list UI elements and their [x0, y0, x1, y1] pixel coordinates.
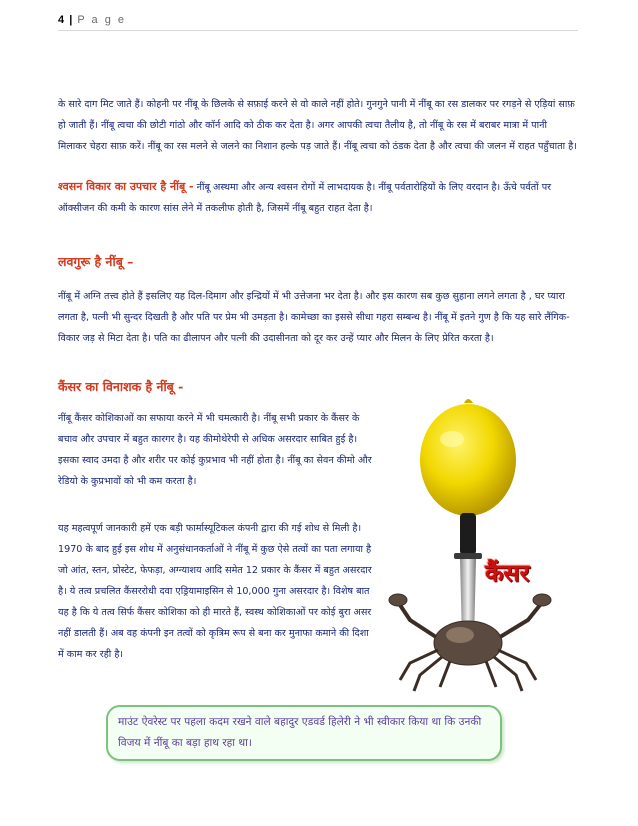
cancer-image-label: कैंसर [485, 558, 530, 587]
page-word: P a g e [77, 14, 126, 26]
callout-text: माउंट ऐवरेस्ट पर पहला कदम रखने वाले बहादुर एडवर्ड हिलेरी ने भी स्वीकार किया था कि उनकी विजय में नींबू का बड़ा हाथ रहा था। [118, 716, 482, 749]
love-guru-paragraph: नींबू में अग्नि तत्त्व होते हैं इसलिए यह दिल-दिमाग और इन्द्रियों में भी उत्तेजना भर देता है। और इस कारण सब कुछ सुहाना लगने लगता है , घर प्यारा लगता है, पत्नी भी सुन्दर दिखती है और पति पर प्रेम भी उमड़ता है। कामेच्छा का इससे सीधा गहरा सम्बन्ध है। नींबू में इतने गुण है कि यह सारे लैंगिक-विकार जड़ से मिटा देता है। पति का ढीलापन और पत्नी की उदासीनता को दूर कर उन्हें प्यार और मिलन के लिए प्रेरित करता है। [58, 291, 570, 344]
header-separator: | [69, 14, 73, 26]
lemon-knife-crab-illustration [380, 395, 600, 695]
cancer-paragraph-2: यह महत्वपूर्ण जानकारी हमें एक बड़ी फार्मास्यूटिकल कंपनी द्वारा की गई शोध से मिली है। 1970 के बाद हुई इस शोध में अनुसंधानकर्ताओं ने नींबू में कुछ ऐसे तत्वों का पता लगाया है जो आंत, स्तन, प्रोस्टेट, फेफड़ा, अग्न्याशय आदि समेत 12 प्रकार के कैंसर में बहुत असरदार है। ये तत्व प्रचलित कैंसररोधी दवा एड्रियामाइसिन से 10,000 गुना असरदार है। विशेष बात यह है कि ये तत्व सिर्फ कैंसर कोशिका को ही मारते हैं, स्वस्थ कोशिकाओं पर कोई बुरा असर नहीं डालती हैं। अब वह कंपनी इन तत्वों को कृत्रिम रूप से बना कर मुनाफा कमाने की दिशा में काम कर रही है। [58, 523, 372, 660]
page-header [58, 14, 578, 31]
intro-paragraph: के सारे दाग मिट जाते हैं। कोहनी पर नींबू के छिलके से सफ़ाई करने से वो काले नहीं होते। गुनगुने पानी में नींबू का रस डालकर पर रगड़ने से एड़ियां साफ़ हो जाती हैं। नींबू त्वचा की छोटी गांठो और कॉर्न आदि को ठीक कर देता है। अगर आपकी त्वचा तैलीय है, तो नींबू के रस में बराबर मात्रा में पानी मिलाकर चेहरा साफ़ करें। नींबू का रस मलने से जलने का निशान हल्के पड़ जाते हैं। नींबू त्वचा को ठंडक देता है और त्वचा की जलन में राहत पहुँचाता है। [58, 99, 577, 152]
breathing-heading: श्वसन विकार का उपचार है नींबू - [58, 180, 194, 193]
breathing-paragraph [58, 176, 578, 219]
cancer-paragraph-1: नींबू कैंसर कोशिकाओं का सफाया करने में भी चमत्कारी है। नींबू सभी प्रकार के कैंसर के बचाव और उपचार में बहुत कारगर है। यह कीमोथेरेपी से अधिक असरदार साबित हुई है। इसका स्वाद उमदा है और शरीर पर कोई कुप्रभाव भी नहीं होता है। नींबू का सेवन कीमो और रेडियो के कुप्रभावों को भी कम करता है। [58, 413, 372, 487]
breathing-text: नींबू अस्थमा और अन्य श्वसन रोगों में लाभदायक है। नींबू पर्वतारोहियों के लिए वरदान है। ऊँचे पर्वतों पर ऑक्सीजन की कमी के कारण सांस लेने में तकलीफ होती है, जिसमें नींबू बहुत राहत देता है। [58, 182, 552, 214]
love-guru-heading: लवगुरू है नींबू – [58, 254, 134, 269]
callout-box [106, 705, 502, 761]
lemon-icon [420, 399, 516, 516]
cancer-heading: कैंसर का विनाशक है नींबू - [58, 379, 184, 394]
page-number: 4 [58, 14, 65, 26]
